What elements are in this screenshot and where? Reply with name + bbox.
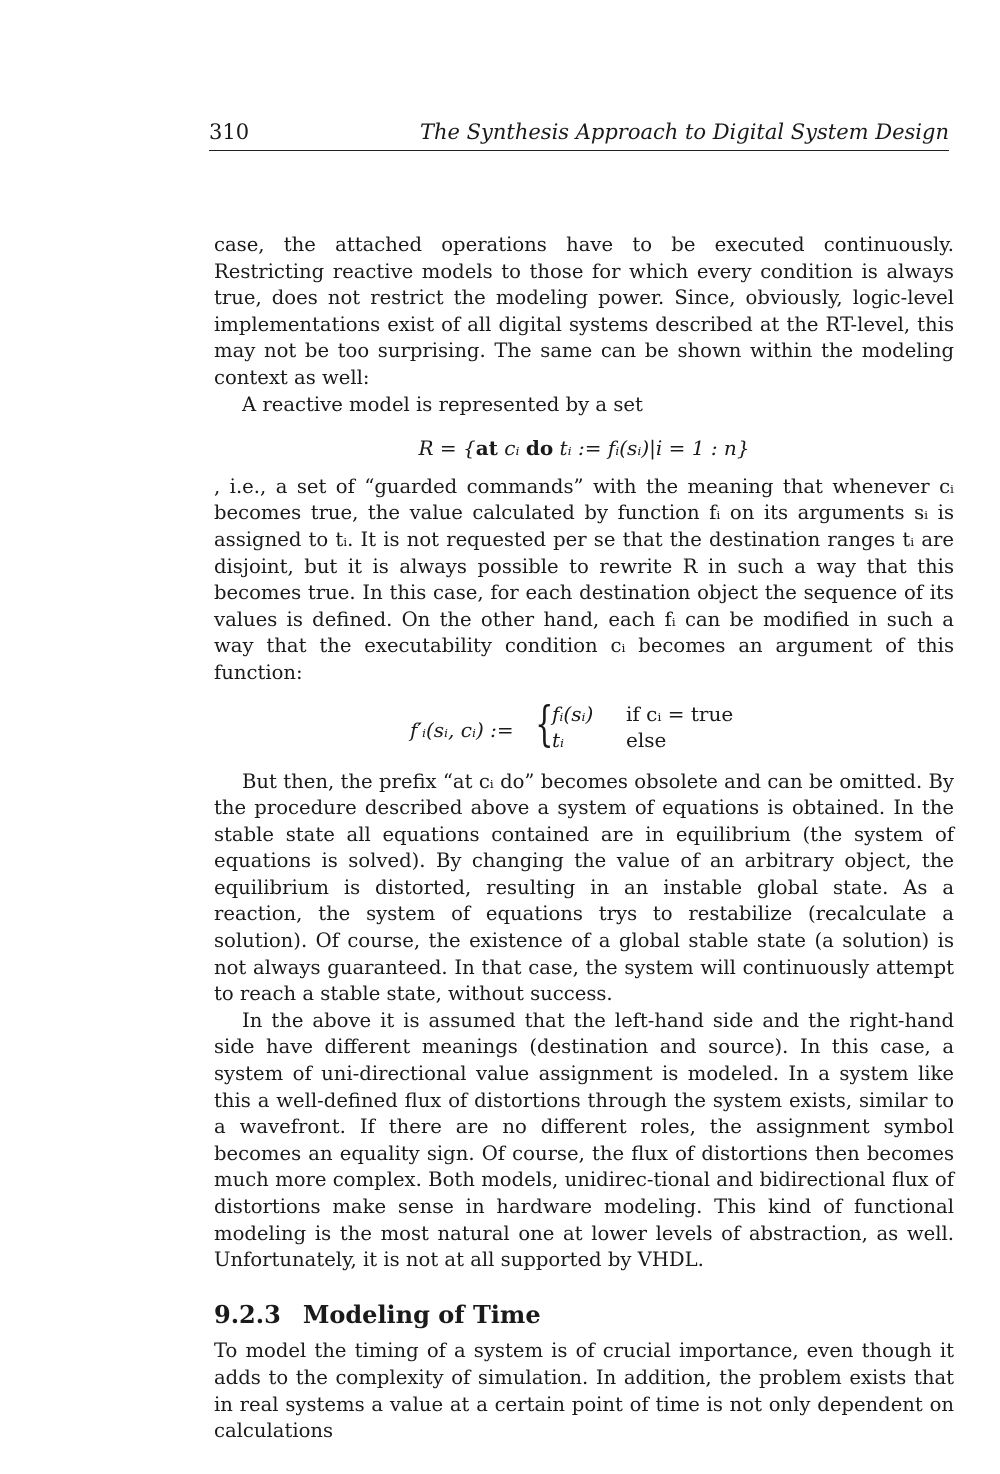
eq2-lhs: f′ᵢ(sᵢ, cᵢ) := (410, 717, 514, 742)
running-title: The Synthesis Approach to Digital System Design (420, 120, 949, 144)
equation-reactive-model (214, 435, 954, 462)
eq1-cond: cᵢ (497, 436, 526, 461)
page-number: 310 (209, 120, 250, 144)
paragraph-1: case, the attached operations have to be executed continuously. Restricting reactive models to those for which every condition is always true, does not restrict the modeling power. Since, obviously, logic-level implementations exist of all digital systems described at the RT-level, this may not be too surprising. The same can be shown within the modeling context as well: (214, 233, 954, 389)
eq1-lhs: R = { (418, 436, 476, 461)
eq2-case2: tᵢ (552, 727, 565, 752)
eq2-brace: { (535, 695, 554, 752)
equation-piecewise (214, 697, 954, 761)
paragraph-2: A reactive model is represented by a set (242, 392, 643, 416)
section-title: Modeling of Time (302, 1299, 541, 1329)
eq2-case1: fᵢ(sᵢ) (552, 701, 594, 726)
paragraph-3: , i.e., a set of “guarded commands” with the meaning that whenever cᵢ becomes true, the value calculated by function fᵢ on its arguments sᵢ is assigned to tᵢ. It is not requested per se that the destination ranges tᵢ are disjoint, but it is always possible to rewrite R in such a way that this becomes true. In this case, for each destination object the sequence of its values is defined. On the other hand, each fᵢ can be modified in such a way that the executability condition cᵢ becomes an argument of this function: (214, 474, 954, 684)
paragraph-5: In the above it is assumed that the left-hand side and the right-hand side have different meanings (destination and source). In this case, a system of uni-directional value assignment is modeled. In a system like this a well-defined flux of distortions through the system exists, similar to a wavefront. If there are no different roles, the assignment symbol becomes an equality sign. Of course, the flux of distortions then becomes much more complex. Both models, unidirec-tional and bidirectional flux of distortions make sense in hardware modeling. This kind of functional modeling is the most natural one at lower levels of abstraction, as well. Unfortunately, it is not at all supported by VHDL. (214, 1008, 954, 1272)
page-header (209, 118, 949, 151)
section-number: 9.2.3 (214, 1299, 281, 1329)
paragraph-4: But then, the prefix “at cᵢ do” becomes obsolete and can be omitted. By the procedure described above a system of equations is obtained. In the stable state all equations contained are in equilibrium (the system of equations is solved). By changing the value of an arbitrary object, the equilibrium is distorted, resulting in an instable global state. As a reaction, the system of equations trys to restabilize (recalculate a solution). Of course, the existence of a global stable state (a solution) is not always guaranteed. In that case, the system will continuously attempt to reach a stable state, without success. (214, 769, 954, 1006)
eq2-cond2: else (626, 727, 667, 752)
eq1-keyword-at: at (475, 436, 498, 461)
eq1-body: tᵢ := fᵢ(sᵢ)|i = 1 : n} (553, 436, 750, 461)
section-heading (214, 1299, 954, 1329)
paragraph-6: To model the timing of a system is of crucial importance, even though it adds to the complexity of simulation. In addition, the problem exists that in real systems a value at a certain point of time is not only dependent on calculations (214, 1339, 954, 1443)
eq2-cond1: if cᵢ = true (626, 701, 734, 726)
eq1-keyword-do: do (525, 436, 554, 461)
page-body (214, 232, 954, 1445)
